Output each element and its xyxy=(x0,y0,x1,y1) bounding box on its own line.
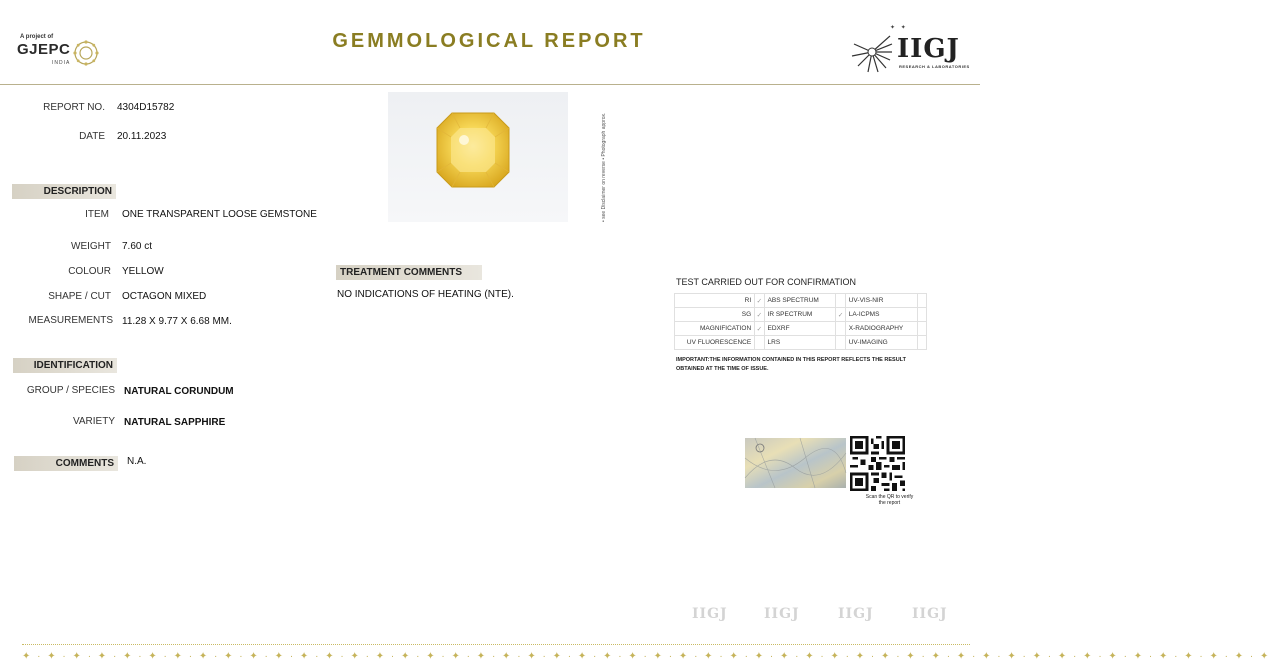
test-title: TEST CARRIED OUT FOR CONFIRMATION xyxy=(676,277,857,287)
comments-value: N.A. xyxy=(127,456,147,467)
report-no-label: REPORT NO. xyxy=(43,102,105,113)
item-value: ONE TRANSPARENT LOOSE GEMSTONE xyxy=(122,209,317,220)
treatment-section-bar: TREATMENT COMMENTS xyxy=(336,265,482,280)
yellow-sapphire-gem-icon xyxy=(434,110,512,190)
weight-label: WEIGHT xyxy=(71,241,111,252)
watermark-text: IIGJ xyxy=(764,606,800,622)
identification-section-bar: IDENTIFICATION xyxy=(13,358,117,373)
report-title: GEMMOLOGICAL REPORT xyxy=(332,30,646,52)
test-cell: EDXRF xyxy=(764,322,836,336)
hologram-sticker-icon xyxy=(745,438,846,488)
table-row xyxy=(675,322,927,336)
iigj-stars-decoration: ✦ ✦ xyxy=(890,25,908,31)
date-value: 20.11.2023 xyxy=(117,131,167,142)
test-cell: RI xyxy=(675,294,755,308)
description-section-bar: DESCRIPTION xyxy=(12,184,116,199)
table-row xyxy=(675,336,927,350)
empty-cell xyxy=(917,294,926,308)
photo-disclaimer: • see Disclaimer on reverse • Photograph approx. xyxy=(601,112,607,222)
empty-cell xyxy=(917,308,926,322)
empty-cell xyxy=(917,322,926,336)
test-cell: UV-IMAGING xyxy=(845,336,917,350)
colour-label: COLOUR xyxy=(68,266,111,277)
important-notice: IMPORTANT:THE INFORMATION CONTAINED IN THIS REPORT REFLECTS THE RESULT OBTAINED AT THE TIME OF ISSUE. xyxy=(676,357,906,372)
variety-value: NATURAL SAPPHIRE xyxy=(124,417,226,428)
measurements-label: MEASUREMENTS xyxy=(28,315,113,326)
test-cell: LRS xyxy=(764,336,836,350)
check-icon xyxy=(836,322,845,336)
iigj-watermarks xyxy=(692,606,977,632)
check-icon: ✓ xyxy=(836,308,845,322)
footer-star-border: ✦ · ✦ · ✦ · ✦ · ✦ · ✦ · ✦ · ✦ · ✦ · ✦ · ✦ · ✦ · ✦ · ✦ · ✦ · ✦ · ✦ · ✦ · ✦ · ✦ · ✦ · ✦ · ✦ · ✦ · ✦ · ✦ · ✦ · ✦ · ✦ · ✦ · ✦ · ✦ · ✦ · ✦ · ✦ · ✦ · ✦ · ✦ · ✦ · ✦ · ✦ · ✦ · ✦ · ✦ · ✦ · ✦ · ✦ · ✦ · ✦ · ✦ xyxy=(22,651,1270,662)
check-icon xyxy=(755,336,764,350)
report-no-value: 4304D15782 xyxy=(117,102,175,113)
check-icon: ✓ xyxy=(755,322,764,336)
watermark-text: IIGJ xyxy=(838,606,874,622)
test-table xyxy=(674,293,927,350)
weight-value: 7.60 ct xyxy=(122,241,153,252)
test-cell: ABS SPECTRUM xyxy=(764,294,836,308)
group-value: NATURAL CORUNDUM xyxy=(124,386,234,397)
test-cell: IR SPECTRUM xyxy=(764,308,836,322)
test-cell: LA-ICPMS xyxy=(845,308,917,322)
gjepc-project-label: A project of xyxy=(20,34,54,40)
treatment-value: NO INDICATIONS OF HEATING (NTE). xyxy=(337,289,514,300)
empty-cell xyxy=(917,336,926,350)
check-icon xyxy=(836,336,845,350)
qr-caption: Scan the QR to verify the report xyxy=(865,494,914,506)
date-label: DATE xyxy=(79,131,105,142)
watermark-text: IIGJ xyxy=(692,606,728,622)
gjepc-logo-text: GJEPC xyxy=(17,41,71,58)
shape-value: OCTAGON MIXED xyxy=(122,291,207,302)
colour-value: YELLOW xyxy=(122,266,164,277)
group-label: GROUP / SPECIES xyxy=(26,385,115,396)
qr-code-icon[interactable] xyxy=(850,436,905,491)
table-row xyxy=(675,294,927,308)
variety-label: VARIETY xyxy=(72,416,115,427)
shape-label: SHAPE / CUT xyxy=(48,291,111,302)
iigj-emblem-icon xyxy=(850,30,894,74)
watermark-text: IIGJ xyxy=(912,606,948,622)
footer-divider xyxy=(22,644,970,646)
iigj-subtitle: RESEARCH & LABORATORIES xyxy=(899,64,970,69)
measurements-value: 11.28 X 9.77 X 6.68 MM. xyxy=(122,316,232,327)
item-label: ITEM xyxy=(85,209,109,220)
test-cell: SG xyxy=(675,308,755,322)
test-cell: MAGNIFICATION xyxy=(675,322,755,336)
test-cell: UV FLUORESCENCE xyxy=(675,336,755,350)
check-icon xyxy=(836,294,845,308)
test-cell: X-RADIOGRAPHY xyxy=(845,322,917,336)
check-icon: ✓ xyxy=(755,308,764,322)
iigj-logo-text: IIGJ xyxy=(897,34,960,64)
check-icon: ✓ xyxy=(755,294,764,308)
table-row xyxy=(675,308,927,322)
comments-section-bar: COMMENTS xyxy=(14,456,118,471)
gjepc-country-label: INDIA xyxy=(52,60,71,66)
test-cell: UV-VIS-NIR xyxy=(845,294,917,308)
